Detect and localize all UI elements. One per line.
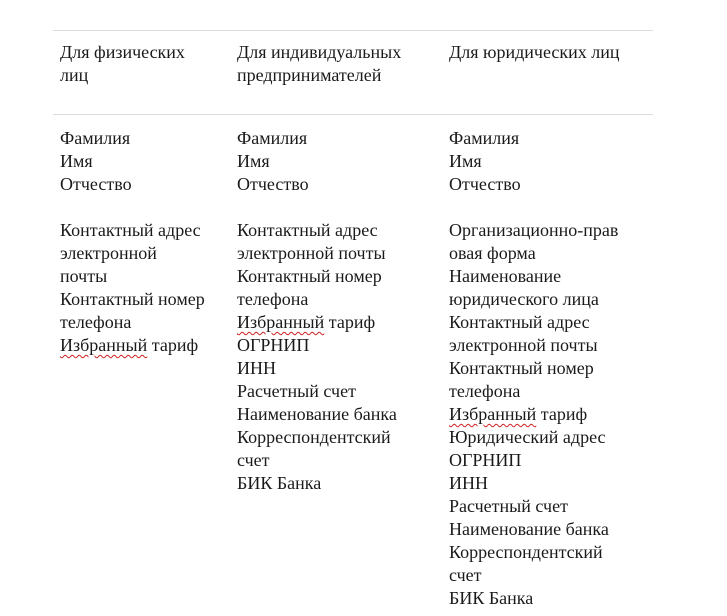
field-label: Контактный номер — [449, 358, 594, 378]
field-label: почты — [60, 266, 108, 286]
table-header-row — [53, 31, 653, 114]
field-label: юридического лица — [449, 289, 599, 309]
field-label: телефона — [60, 312, 132, 332]
field-label: счет — [237, 450, 270, 470]
field-label: Расчетный счет — [237, 381, 356, 401]
field-label — [60, 334, 230, 357]
header-line: Для индивидуальных — [237, 42, 402, 62]
field-label: ОГРНИП — [237, 335, 310, 355]
paragraph-gap — [449, 196, 653, 219]
field-label — [449, 403, 653, 426]
spellcheck-word: Избранный — [449, 404, 537, 424]
field-label: электронной — [60, 243, 157, 263]
paragraph-gap — [237, 196, 442, 219]
header-individuals — [53, 31, 230, 114]
field-label-rest: тариф — [324, 312, 376, 332]
field-label: электронной почты — [449, 335, 598, 355]
field-label: ИНН — [237, 358, 276, 378]
name-field-label: Имя — [60, 151, 93, 171]
name-field-label: Отчество — [449, 174, 521, 194]
paragraph-gap — [60, 196, 230, 219]
name-field-label: Отчество — [237, 174, 309, 194]
field-label — [237, 311, 442, 334]
header-line: Для юридических лиц — [449, 42, 620, 62]
field-label: Контактный адрес — [60, 220, 201, 240]
field-label: ОГРНИП — [449, 450, 522, 470]
field-label: телефона — [449, 381, 521, 401]
field-label: Корреспондентский — [449, 542, 603, 562]
field-label: Контактный номер — [60, 289, 205, 309]
column-individuals — [53, 127, 230, 610]
header-line: предпринимателей — [237, 65, 382, 85]
name-field-label: Отчество — [60, 174, 132, 194]
name-field-label: Фамилия — [60, 128, 131, 148]
field-label-rest: тариф — [536, 404, 588, 424]
header-entrepreneurs — [230, 31, 442, 114]
field-label: БИК Банка — [449, 588, 534, 608]
name-field-label: Имя — [237, 151, 270, 171]
field-label: Контактный номер — [237, 266, 382, 286]
header-line: лиц — [60, 65, 89, 85]
field-label: Наименование — [449, 266, 562, 286]
spellcheck-word: Избранный — [60, 335, 148, 355]
name-field-label: Фамилия — [449, 128, 520, 148]
spellcheck-word: Избранный — [237, 312, 325, 332]
field-label: Контактный адрес — [449, 312, 590, 332]
header-line: Для физических — [60, 42, 185, 62]
field-label: счет — [449, 565, 482, 585]
field-label: овая форма — [449, 243, 536, 263]
fields-table — [53, 30, 653, 610]
field-label: Наименование банка — [237, 404, 397, 424]
field-label: ИНН — [449, 473, 488, 493]
field-label: БИК Банка — [237, 473, 322, 493]
field-label: Наименование банка — [449, 519, 609, 539]
field-label: Корреспондентский — [237, 427, 391, 447]
field-label: Расчетный счет — [449, 496, 568, 516]
field-label: Юридический адрес — [449, 427, 606, 447]
field-label-rest: тариф — [147, 335, 199, 355]
field-label: электронной почты — [237, 243, 386, 263]
field-label: Контактный адрес — [237, 220, 378, 240]
table-body-row — [53, 115, 653, 610]
column-legal-entities — [442, 127, 653, 610]
field-label: телефона — [237, 289, 309, 309]
field-label: Организационно-прав — [449, 220, 619, 240]
column-entrepreneurs — [230, 127, 442, 610]
name-field-label: Фамилия — [237, 128, 308, 148]
header-legal-entities — [442, 31, 653, 114]
name-field-label: Имя — [449, 151, 482, 171]
